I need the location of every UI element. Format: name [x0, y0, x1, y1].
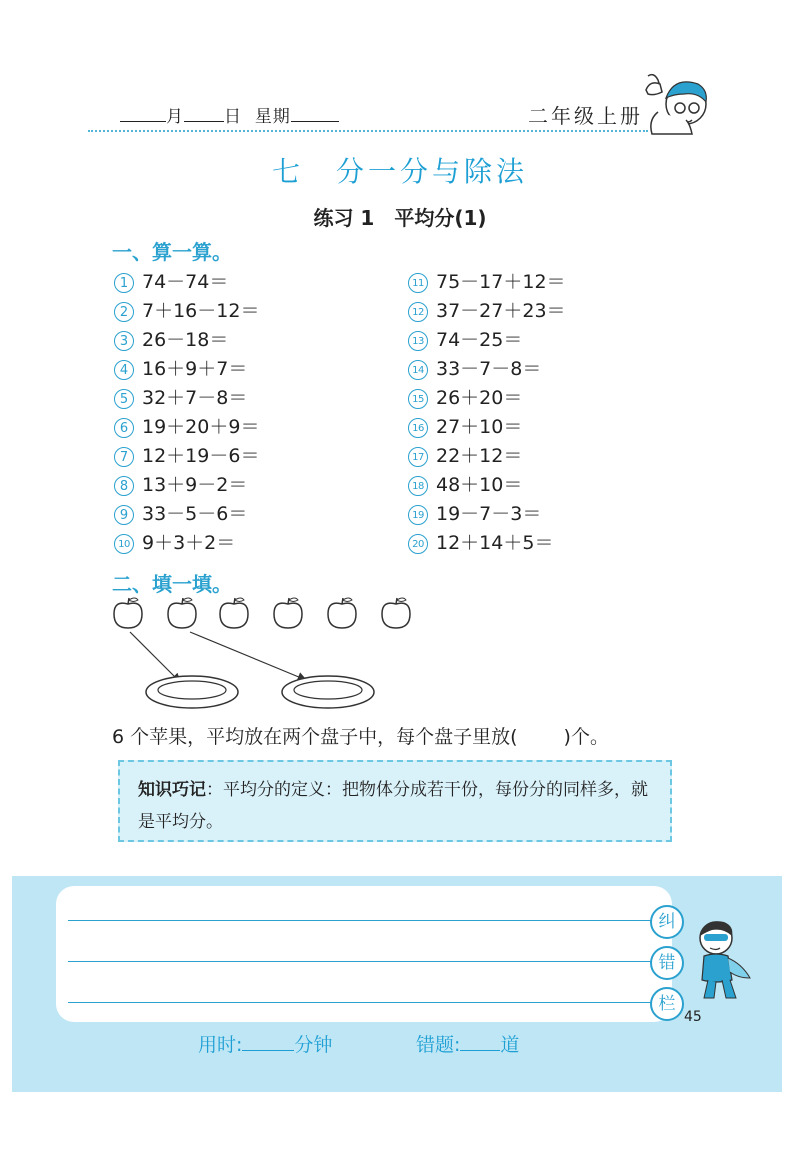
- problem-20[interactable]: [408, 529, 566, 558]
- apple-icon: [382, 598, 410, 628]
- problem-number: 10: [114, 534, 134, 554]
- problem-expression: 19＋20＋9＝: [142, 416, 260, 438]
- problem-expression: 7＋16－12＝: [142, 300, 260, 322]
- weekday-blank[interactable]: [291, 107, 339, 122]
- problem-number: 11: [408, 273, 428, 293]
- errors-label: 错题:: [416, 1034, 461, 1056]
- correction-char-3: 栏: [650, 987, 684, 1021]
- problem-19[interactable]: [408, 500, 566, 529]
- correction-char-2: 错: [650, 946, 684, 980]
- problem-1[interactable]: [114, 268, 259, 297]
- apple-icon: [168, 598, 196, 628]
- section2-title: 二、填一填。: [112, 572, 232, 596]
- error-count: [416, 1030, 519, 1057]
- problem-6[interactable]: [114, 413, 259, 442]
- problem-number: 16: [408, 418, 428, 438]
- problem-4[interactable]: [114, 355, 259, 384]
- problem-2[interactable]: [114, 297, 259, 326]
- day-label: 日: [224, 107, 242, 127]
- problem-number: 12: [408, 302, 428, 322]
- problem-expression: 33－7－8＝: [436, 358, 542, 380]
- problem-expression: 22＋12＝: [436, 445, 523, 467]
- apple-icon: [274, 598, 302, 628]
- problem-number: 8: [114, 476, 134, 496]
- problem-number: 3: [114, 331, 134, 351]
- problem-expression: 26－18＝: [142, 329, 229, 351]
- problem-expression: 74－25＝: [436, 329, 523, 351]
- problem-expression: 48＋10＝: [436, 474, 523, 496]
- problem-number: 9: [114, 505, 134, 525]
- time-unit: 分钟: [294, 1034, 333, 1056]
- problems-right-column: [408, 268, 566, 558]
- arrow-2: [190, 632, 306, 680]
- problem-number: 18: [408, 476, 428, 496]
- correction-char-1: 纠: [650, 905, 684, 939]
- question-after: )个。: [563, 726, 609, 748]
- problem-number: 19: [408, 505, 428, 525]
- problem-3[interactable]: [114, 326, 259, 355]
- tip-text: [138, 774, 658, 838]
- page-number: 45: [684, 1009, 702, 1025]
- problem-12[interactable]: [408, 297, 566, 326]
- problem-number: 15: [408, 389, 428, 409]
- apple-icon: [220, 598, 248, 628]
- problem-expression: 37－27＋23＝: [436, 300, 566, 322]
- time-used: [198, 1030, 332, 1057]
- header-divider: [88, 130, 648, 132]
- grade-label: 二年级上册: [528, 104, 643, 128]
- writing-line-1[interactable]: [68, 920, 658, 921]
- question-text: [112, 722, 609, 749]
- problem-11[interactable]: [408, 268, 566, 297]
- problem-number: 13: [408, 331, 428, 351]
- problem-13[interactable]: [408, 326, 566, 355]
- knowledge-tip-box: [118, 760, 672, 842]
- apples-and-plates-illustration: [110, 596, 530, 716]
- problem-expression: 27＋10＝: [436, 416, 523, 438]
- problem-17[interactable]: [408, 442, 566, 471]
- problem-expression: 74－74＝: [142, 271, 229, 293]
- chapter-title: 七 分一分与除法: [271, 155, 528, 188]
- problem-number: 1: [114, 273, 134, 293]
- problem-expression: 12＋14＋5＝: [436, 532, 554, 554]
- time-blank[interactable]: [242, 1034, 294, 1051]
- time-label: 用时:: [198, 1034, 243, 1056]
- apple-icon: [114, 598, 142, 628]
- problem-number: 2: [114, 302, 134, 322]
- section1-title: 一、算一算。: [112, 240, 232, 264]
- arrow-1: [130, 632, 180, 682]
- tip-content: ：平均分的定义：把物体分成若干份，每份分的同样多，就是平均分。: [138, 780, 648, 832]
- month-blank[interactable]: [120, 107, 166, 122]
- problem-7[interactable]: [114, 442, 259, 471]
- problem-14[interactable]: [408, 355, 566, 384]
- mascot-thumbs-up-icon: [628, 68, 718, 138]
- problem-expression: 19－7－3＝: [436, 503, 542, 525]
- problem-10[interactable]: [114, 529, 259, 558]
- problem-8[interactable]: [114, 471, 259, 500]
- problem-number: 5: [114, 389, 134, 409]
- apple-icon: [328, 598, 356, 628]
- problem-expression: 13＋9－2＝: [142, 474, 248, 496]
- errors-blank[interactable]: [460, 1034, 500, 1051]
- problems-left-column: [114, 268, 259, 558]
- problem-expression: 75－17＋12＝: [436, 271, 566, 293]
- plate-right-icon: [282, 676, 374, 708]
- problem-expression: 12＋19－6＝: [142, 445, 260, 467]
- problem-number: 4: [114, 360, 134, 380]
- problem-expression: 16＋9＋7＝: [142, 358, 248, 380]
- date-line: [120, 102, 339, 127]
- problem-9[interactable]: [114, 500, 259, 529]
- problem-expression: 32＋7－8＝: [142, 387, 248, 409]
- problem-number: 6: [114, 418, 134, 438]
- mascot-hero-icon: [688, 914, 752, 1004]
- problem-18[interactable]: [408, 471, 566, 500]
- errors-unit: 道: [500, 1034, 520, 1056]
- problem-15[interactable]: [408, 384, 566, 413]
- problem-expression: 26＋20＝: [436, 387, 523, 409]
- problem-16[interactable]: [408, 413, 566, 442]
- month-label: 月: [166, 107, 184, 127]
- question-before: 6 个苹果，平均放在两个盘子中，每个盘子里放(: [112, 726, 518, 748]
- problem-number: 14: [408, 360, 428, 380]
- problem-expression: 9＋3＋2＝: [142, 532, 236, 554]
- problem-expression: 33－5－6＝: [142, 503, 248, 525]
- lesson-title: 练习 1 平均分(1): [313, 206, 487, 230]
- weekday-label: 星期: [254, 107, 291, 127]
- problem-number: 20: [408, 534, 428, 554]
- day-blank[interactable]: [184, 107, 224, 122]
- problem-5[interactable]: [114, 384, 259, 413]
- writing-line-2[interactable]: [68, 961, 658, 962]
- problem-number: 7: [114, 447, 134, 467]
- tip-label: 知识巧记: [138, 780, 206, 800]
- writing-line-3[interactable]: [68, 1002, 658, 1003]
- plate-left-icon: [146, 676, 238, 708]
- problem-number: 17: [408, 447, 428, 467]
